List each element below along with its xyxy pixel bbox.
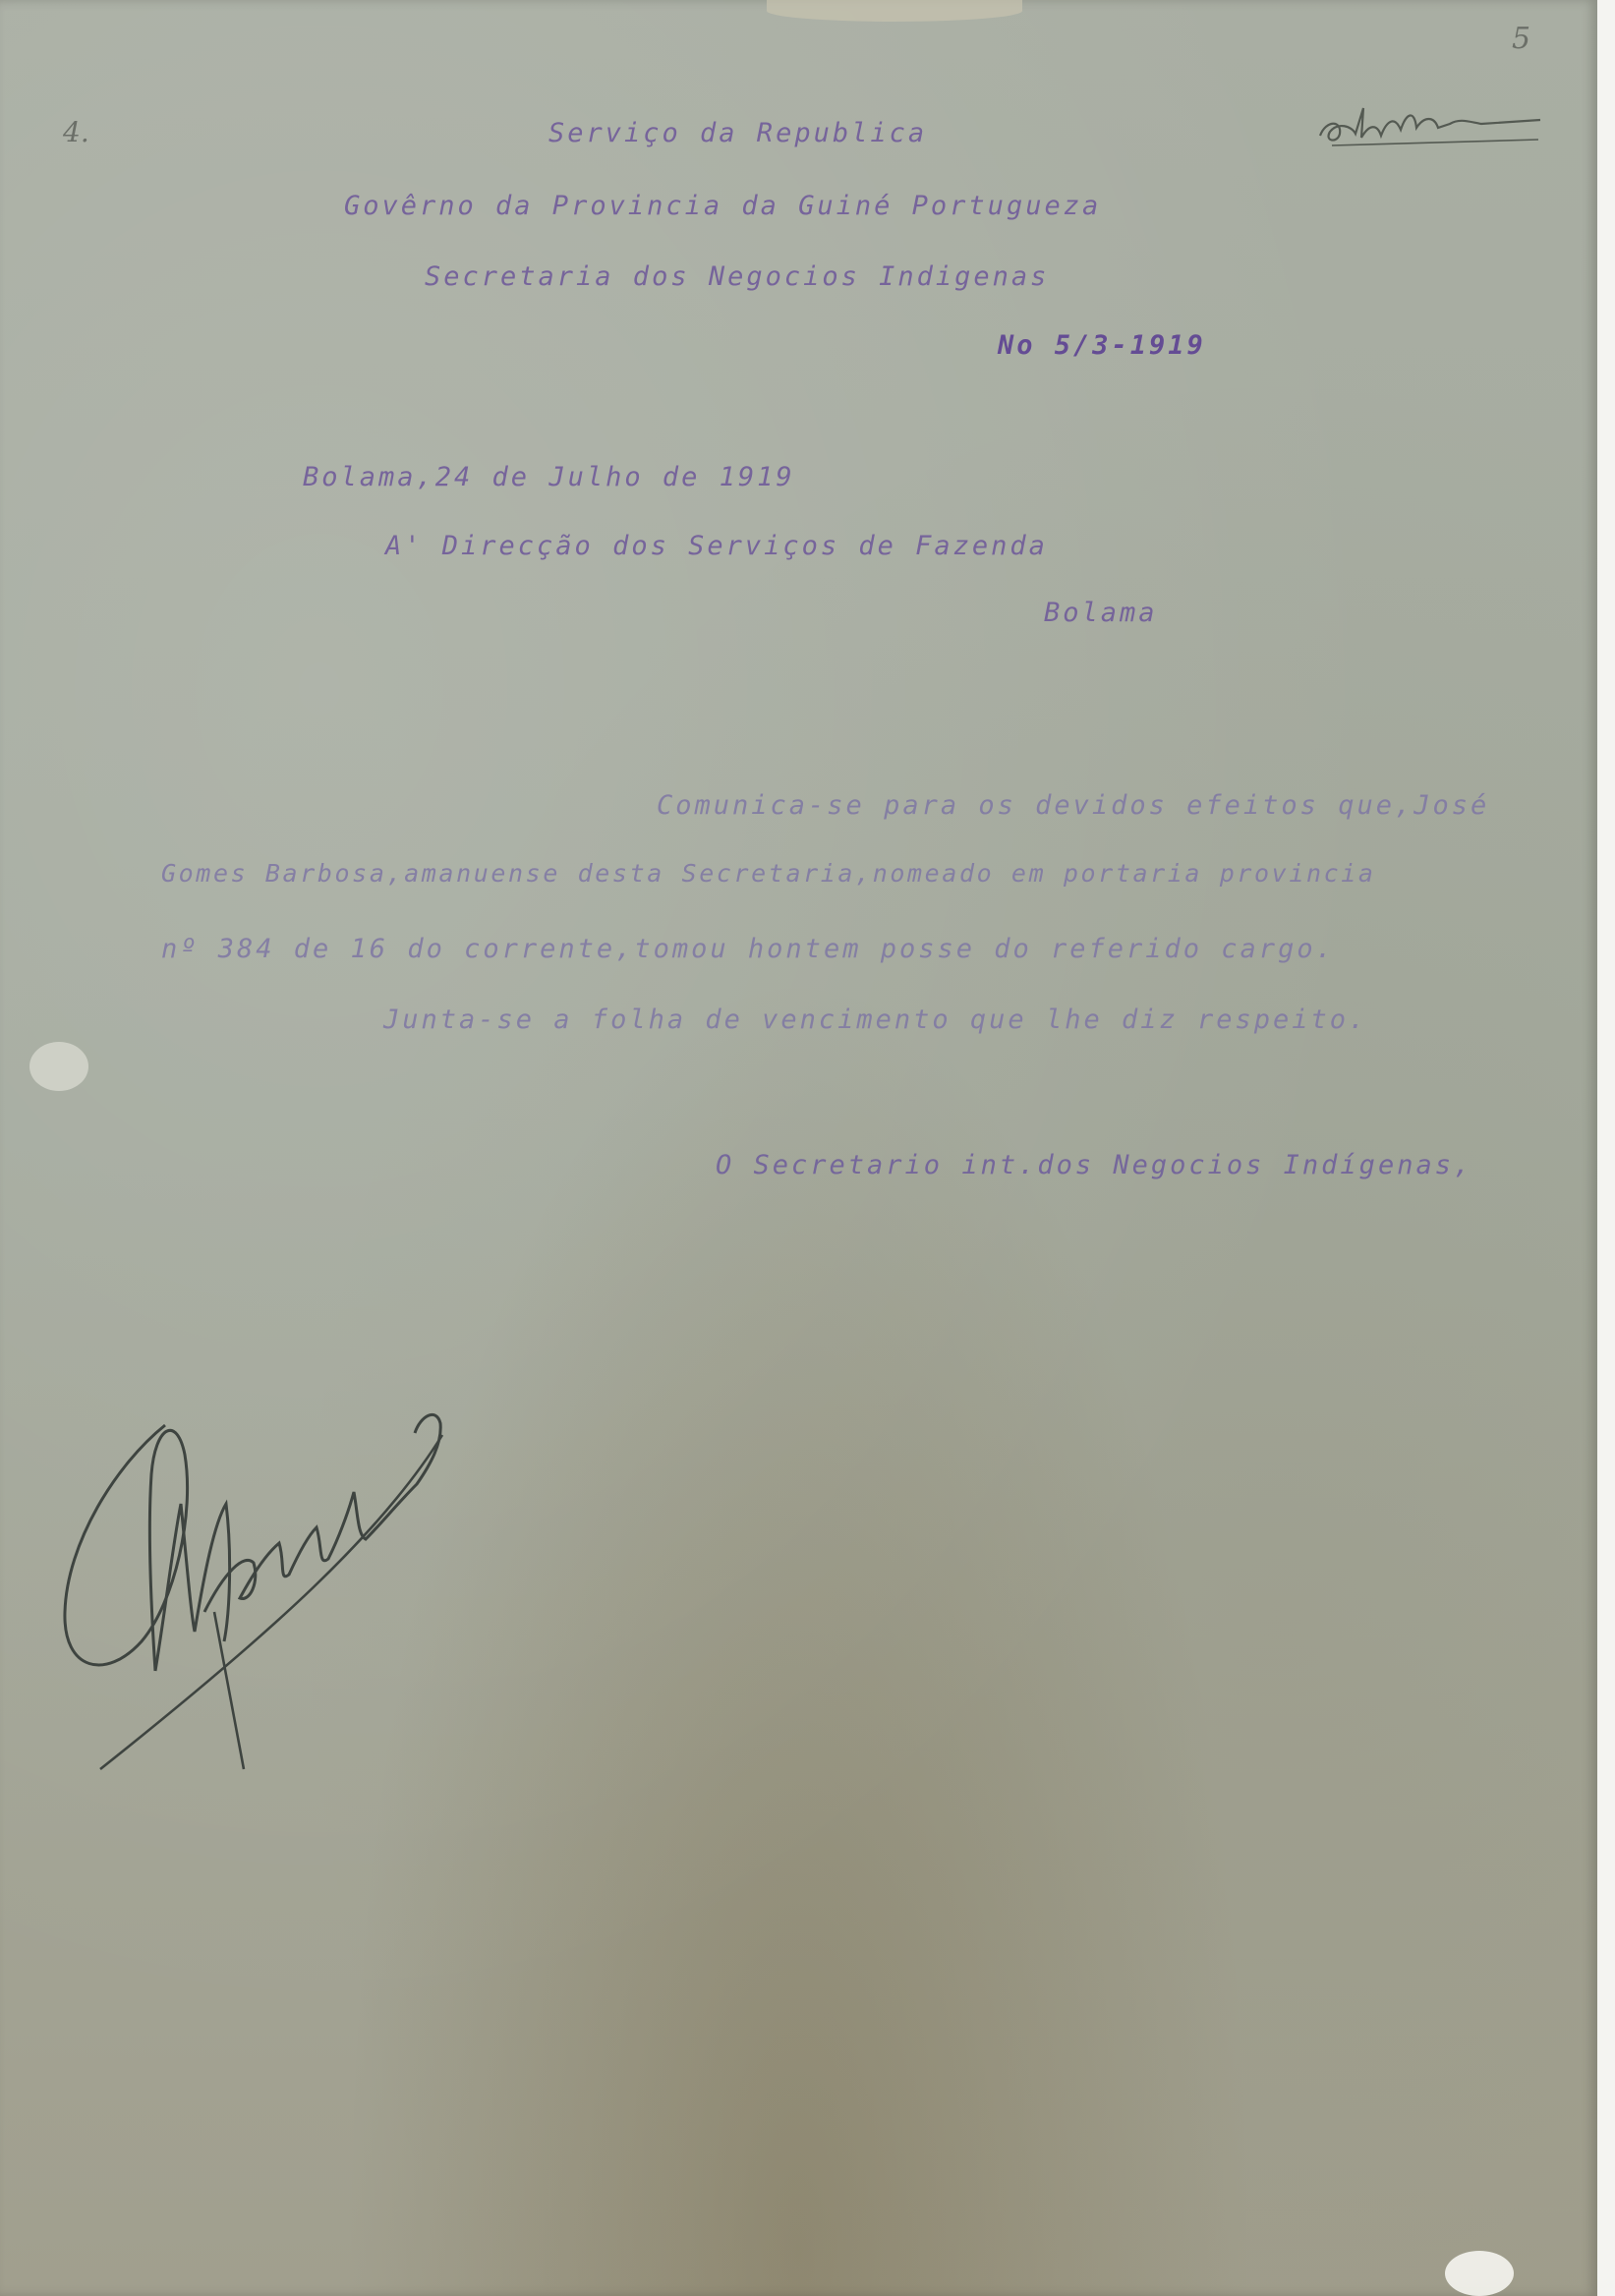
corner-mark: 4. <box>63 116 89 148</box>
body-line-4: Junta-se a folha de vencimento que lhe diz respeito. <box>383 1004 1368 1035</box>
closing-line: O Secretario int.dos Negocios Indígenas, <box>716 1150 1473 1180</box>
header-line-1: Serviço da Republica <box>548 118 928 148</box>
addressee-line-2: Bolama <box>1044 598 1158 628</box>
paper-damage-spot <box>767 0 1022 22</box>
reference-number: No 5/3-1919 <box>998 330 1206 361</box>
header-line-3: Secretaria dos Negocios Indigenas <box>425 261 1050 292</box>
header-line-2: Govêrno da Provincia da Guiné Portugueza <box>344 191 1102 221</box>
place-date: Bolama,24 de Julho de 1919 <box>303 462 795 492</box>
scan-border <box>1597 0 1615 2296</box>
handwritten-signature <box>57 1317 470 1779</box>
addressee-line-1: A' Direcção dos Serviços de Fazenda <box>385 531 1048 561</box>
paper-damage-spot <box>1445 2251 1514 2296</box>
paper-damage-spot <box>29 1042 88 1091</box>
body-line-1: Comunica-se para os devidos efeitos que,José <box>657 790 1490 821</box>
body-line-3: nº 384 de 16 do corrente,tomou hontem posse do referido cargo. <box>161 934 1335 964</box>
annotation-signature <box>1312 98 1548 157</box>
body-line-2: Gomes Barbosa,amanuense desta Secretaria,nomeado em portaria provincia <box>161 859 1376 888</box>
page-number: 5 <box>1512 22 1531 56</box>
